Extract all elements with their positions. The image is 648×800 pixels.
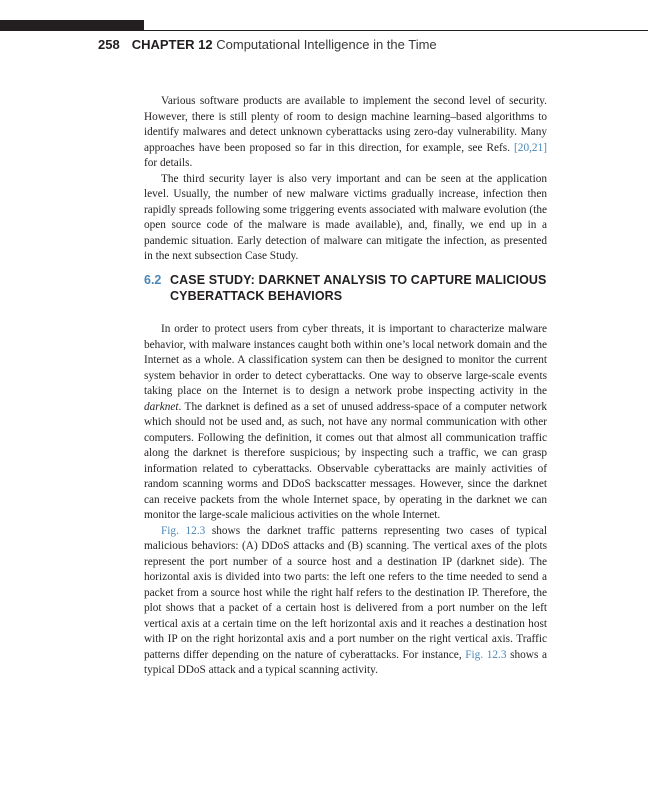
section-number: 6.2 (144, 273, 162, 287)
paragraph: Fig. 12.3 shows the darknet traffic patterns representing two cases of typical malicious behaviors: (A) DDoS attacks and (B) scanning. The vertical axes of the plots represent the port number of a source host and a destination IP (darknet side). The horizontal axis is divided into two parts: the left one refers to the time needed to send a packet from a source host while the right half refers to the destination IP. Therefore, the plot shows that a packet of a certain host is delivered from a port number on the left vertical axis at a certain time on the left horizontal axis and it reaches a destination host with IP on the right horizontal axis and a port number on the right vertical axis. Traffic patterns differ depending on the nature of cyberattacks. For instance, Fig. 12.3 shows a typical DDoS attack and a typical scanning activity. (144, 524, 547, 676)
section-title: CASE STUDY: DARKNET ANALYSIS TO CAPTURE MALICIOUS CYBERATTACK BEHAVIORS (170, 273, 547, 303)
emphasis-darknet: darknet (144, 400, 179, 413)
running-head (98, 37, 437, 53)
body-text-top (144, 94, 547, 265)
figure-link[interactable]: Fig. 12.3 (161, 524, 206, 537)
paragraph: The third security layer is also very important and can be seen at the application level. Usually, the number of new malware victims gradually increase, infection then rapidly spreads following some triggering events associated with malware evolution (the open source code of the malware is made available), and, finally, we end up in a pandemic situation. Early detection of malware can mitigate the infection, as presented in the next subsection Case Study. (144, 172, 547, 262)
section-heading (144, 272, 564, 304)
header-accent-bar (0, 20, 144, 31)
body-text-main (144, 322, 547, 679)
chapter-title: Computational Intelligence in the Time (216, 37, 437, 52)
page-number: 258 (98, 37, 120, 52)
chapter-label: CHAPTER 12 (131, 37, 213, 52)
reference-link[interactable]: [20,21] (514, 141, 547, 154)
paragraph: In order to protect users from cyber threats, it is important to characterize malware behavior, with malware instances caught both within one’s local network domain and the Internet as a whole. A classification system can then be designed to monitor the current system behavior in order to detect cyberattacks. One way to observe large-scale events taking place on the Internet is to design a network probe inspecting activity in the darknet. The darknet is defined as a set of unused address-space of a computer network which should not be used and, as such, not have any normal communication with other computers. Following the definition, it comes out that almost all communication traffic along the darknet is therefore suspicious; by inspecting such a traffic, we can grasp information related to cyberattacks. Observable cyberattacks are mainly activities of random scanning worms and DDoS backscatter messages. However, since the darknet can receive packets from the whole Internet space, by operating in the darknet we can monitor the large-scale malicious activities on the whole Internet. (144, 323, 547, 521)
header-rule (144, 30, 648, 31)
figure-link[interactable]: Fig. 12.3 (465, 648, 507, 661)
paragraph: Various software products are available to implement the second level of security. However, there is still plenty of room to design machine learning–based algorithms to identify malwares and detect unknown cyberattacks using zero-day vulnerability. Many approaches have been proposed so far in this direction, for example, see Refs. [20,21] for details. (144, 95, 547, 169)
